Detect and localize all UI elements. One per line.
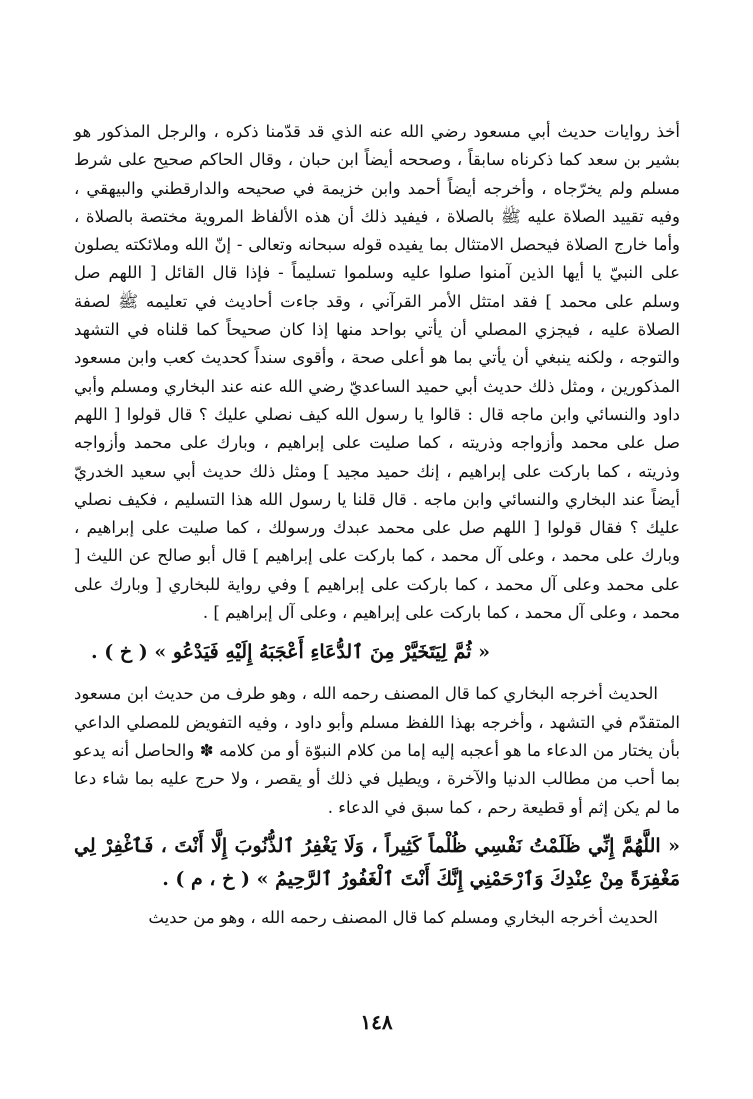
hadith-quote-1 <box>74 634 680 670</box>
hadith-quote-2 <box>74 830 680 896</box>
quote-1-reference: ( خ ) . <box>91 641 148 664</box>
quote-2-text: « اللَّهُمَّ إِنِّي ظَلَمْتُ نَفْسِي ظُلْماً كَثِيراً ، وَلَا يَغْفِرُ ٱلذُّنُوبَ إِلَّا أَنْتَ ، فَٱغْفِرْ لِي مَغْفِرَةً مِنْ عِنْدِكَ وَٱرْحَمْنِي إِنَّكَ أَنْتَ ٱلْغَفُورُ ٱلرَّحِيمُ » <box>74 834 680 890</box>
paragraph-3: الحديث أخرجه البخاري ومسلم كما قال المصنف رحمه الله ، وهو من حديث <box>148 907 658 927</box>
page-body <box>74 118 680 932</box>
quote-1-text: « ثُمَّ لِيَتَخَيَّرْ مِنَ ٱلدُّعَاءِ أَعْجَبَهُ إِلَيْهِ فَيَدْعُو » <box>154 641 490 664</box>
paragraph-1: أخذ روايات حديث أبي مسعود رضي الله عنه الذي قد قدّمنا ذكره ، والرجل المذكور هو بشير بن سعد كما ذكرناه سابقاً ، وصححه أيضاً ابن حبان ، وقال الحاكم صحيح على شرط مسلم ولم يخرّجاه ، وأخرجه أيضاً أحمد وابن خزيمة في صحيحه والدارقطني والبيهقي ، وفيه تقييد الصلاة عليه ﷺ بالصلاة ، فيفيد ذلك أن هذه الألفاظ المروية مختصة بالصلاة ، وأما خارج الصلاة فيحصل الامتثال بما يفيده قوله سبحانه وتعالى - إنّ الله وملائكته يصلون على النبيّ يا أيها الذين آمنوا صلوا عليه وسلموا تسليماً - فإذا قال القائل [ اللهم صل وسلم على محمد ] فقد امتثل الأمر القرآني ، وقد جاءت أحاديث في تعليمه ﷺ لصفة الصلاة عليه ، فيجزي المصلي أن يأتي بواحد منها إذا كان صحيحاً كما قلناه في التشهد والتوجه ، ولكنه ينبغي أن يأتي بما هو أعلى صحة ، وأقوى سنداً كحديث كعب وابن مسعود المذكورين ، ومثل ذلك حديث أبي حميد الساعديّ رضي الله عنه عند البخاري ومسلم وأبي داود والنسائي وابن ماجه قال : قالوا يا رسول الله كيف نصلي عليك ؟ قال قولوا [ اللهم صل على محمد وأزواجه وذريته ، كما صليت على إبراهيم ، وبارك على محمد وأزواجه وذريته ، كما باركت على إبراهيم ، إنك حميد مجيد ] ومثل ذلك حديث أبي سعيد الخدريّ أيضاً عند البخاري والنسائي وابن ماجه . قال قلنا يا رسول الله هذا التسليم ، فكيف نصلي عليك ؟ فقال قولوا [ اللهم صل على محمد عبدك ورسولك ، كما صليت على إبراهيم ، وبارك على محمد ، وعلى آل محمد ، كما باركت على إبراهيم ] قال أبو صالح عن الليث [ على محمد وعلى آل محمد ، كما باركت على إبراهيم ] وفي رواية للبخاري [ وبارك على محمد ، وعلى آل محمد ، كما باركت على إبراهيم ، وعلى آل إبراهيم ] . <box>74 122 680 623</box>
paragraph-2: الحديث أخرجه البخاري كما قال المصنف رحمه الله ، وهو طرف من حديث ابن مسعود المتقدّم في التشهد ، وأخرجه بهذا اللفظ مسلم وأبو داود ، وفيه التفويض للمصلي الداعي بأن يختار من الدعاء ما هو أعجبه إليه إما من كلام النبوّة أو من كلامه ✽ والحاصل أنه يدعو بما أحب من مطالب الدنيا والآخرة ، ويطيل في ذلك أو يقصر ، ولا حرج عليه بما شاء دعا ما لم يكن إثم أو قطيعة رحم ، كما سبق في الدعاء . <box>74 684 680 817</box>
page-number: ١٤٨ <box>360 1010 393 1034</box>
quote-2-reference: ( خ ، م ) . <box>162 867 251 890</box>
